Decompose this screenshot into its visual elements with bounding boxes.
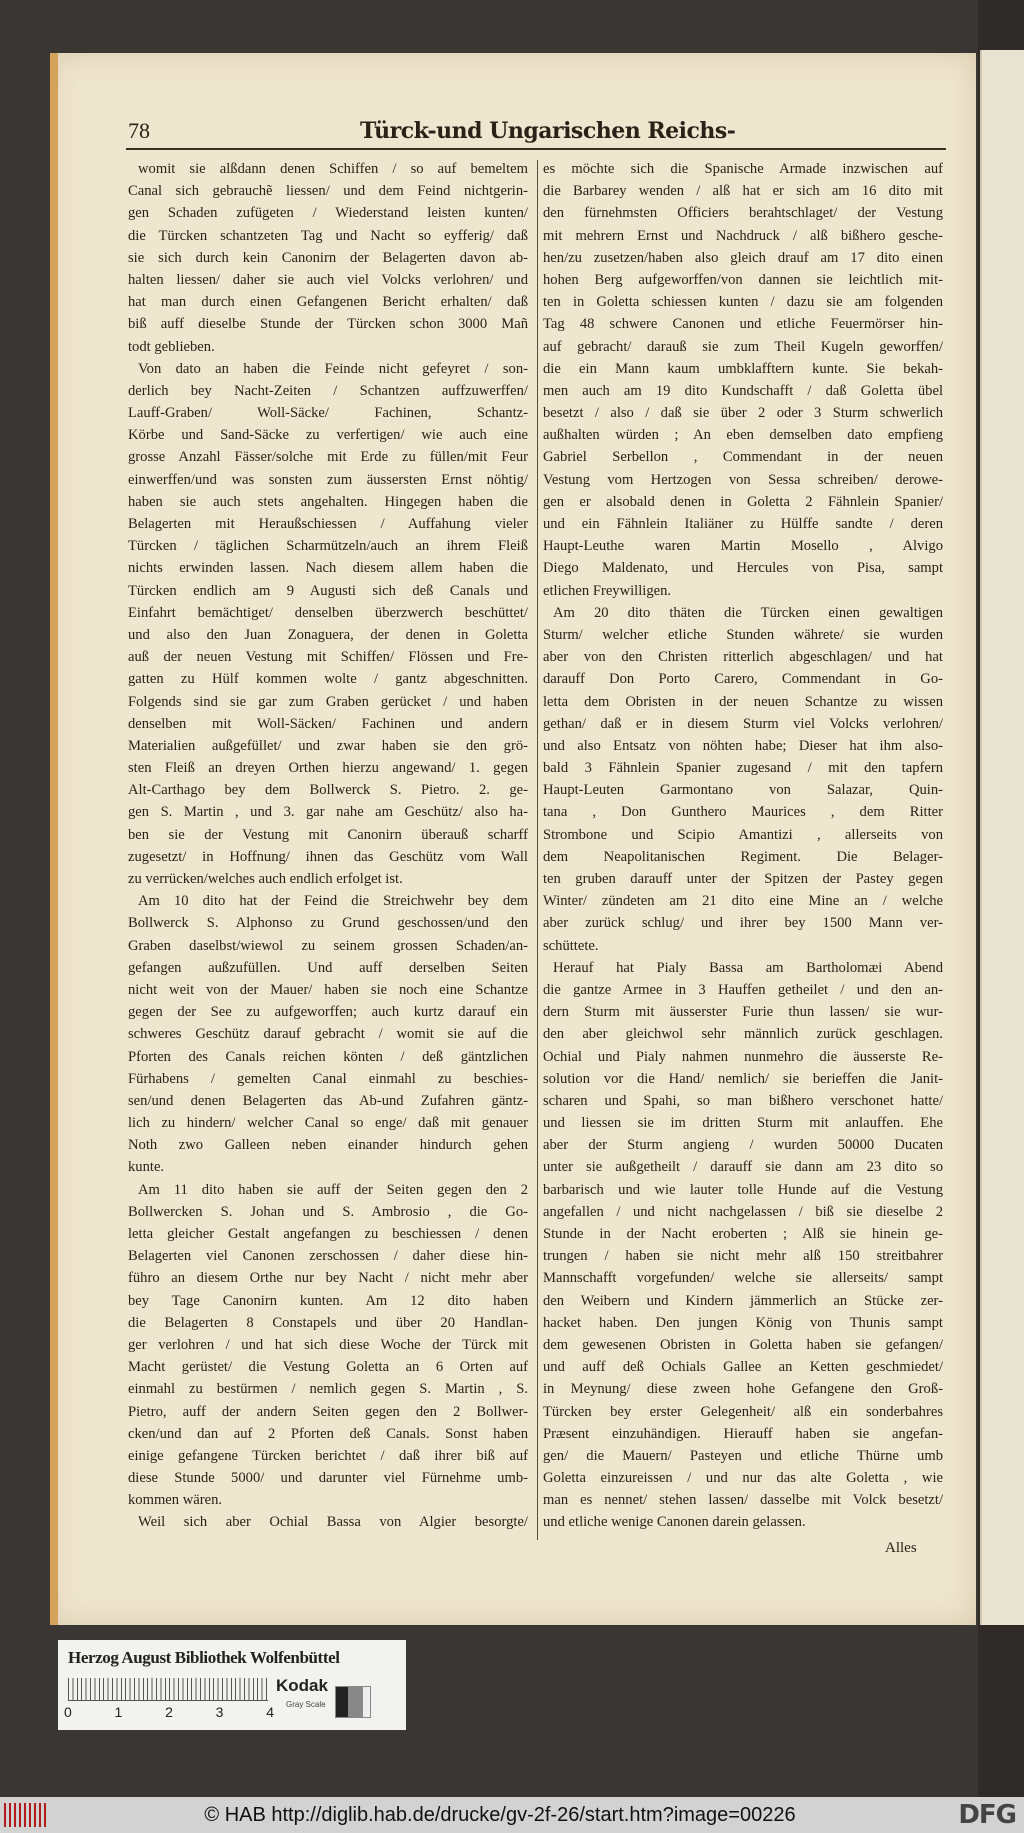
text-line: sen/und denen Belagerten das Ab-und Zufahren gäntz- — [128, 1092, 528, 1109]
ruler-tick: 0 — [64, 1704, 72, 1720]
text-line: nichts erwinden lassen. Nach diesem allem haben die — [128, 560, 528, 577]
text-line: haben sie auch stets angehalten. Hingegen haben die — [128, 493, 528, 510]
text-line: scharen und Spahi, so man bißhero verschonet hatte/ — [543, 1092, 943, 1109]
text-line: womit sie alßdann denen Schiffen / so auf bemeltem — [138, 161, 528, 177]
footer-credit[interactable]: © HAB http://diglib.hab.de/drucke/gv-2f-26/start.htm?image=00226 — [204, 1804, 796, 1826]
text-line: Belagerten viel Canonen zerschossen / daher diese hin- — [128, 1248, 528, 1265]
text-line: ten gruben darauff unter der Spitzen der Pastey gegen — [543, 871, 943, 887]
text-line: dem gewesenen Obristen in Goletta haben sie gefangen/ — [543, 1336, 943, 1353]
text-line: Materialien außgefüllet/ und zwar haben sie den grö- — [128, 737, 528, 754]
text-line: gen S. Martin , und 3. gar nahe am Geschütz/ also ha- — [128, 804, 528, 821]
ruler-tick: 1 — [114, 1704, 123, 1720]
text-line: diese Stunde 5000/ und darunter viel Fürnehme umb- — [128, 1470, 528, 1487]
library-name: Herzog August Bibliothek Wolfenbüttel — [68, 1648, 340, 1667]
ruler-numbers — [64, 1704, 274, 1720]
running-head: Türck-und Ungarischen Reichs- — [360, 118, 736, 144]
page-binding-edge — [50, 53, 58, 1625]
text-line: Vestung vom Hertzogen von Sessa schreiben/ derowe- — [543, 471, 943, 488]
text-line: angefallen / und nicht nachgelassen / biß sie dieselbe 2 — [543, 1203, 943, 1220]
text-line: Winter/ zündeten am 21 dito eine Mine an / welche — [543, 893, 943, 910]
text-line: Canal sich gebrauchẽ liessen/ und dem Feind nichtgerin- — [128, 183, 528, 200]
text-line: bald 3 Fähnlein Spanier zugesand / mit den tapfern — [543, 760, 943, 777]
text-line: denselben mit Woll-Säcken/ Fachinen und andern — [128, 715, 528, 732]
text-line: und also den Juan Zonaguera, der denen in Goletta — [128, 626, 528, 643]
text-line: Belagerten mit Heraußschiessen / Auffahung vieler — [128, 516, 528, 532]
text-line: gefangen außzufüllen. Und auff derselben Seiten — [128, 959, 528, 976]
text-line: den fürnehmsten Officiers berahtschlaget/ der Vestung — [543, 205, 943, 222]
text-line: besetzt / also / daß sie über 2 oder 3 Sturm schwerlich — [543, 405, 943, 422]
text-line: Strombone und Scipio Amantizi , allerseits von — [543, 826, 943, 843]
text-line: nicht weit von der Mauer/ haben sie noch eine Schantze — [128, 981, 528, 998]
text-line: Türcken endlich am 9 Augusti sich deß Canals und — [128, 582, 528, 599]
text-line: zu verrücken/welches auch endlich erfolget ist. — [128, 871, 403, 887]
text-line: schweres Geschütz darauf gebracht / womit sie auf die — [128, 1026, 528, 1043]
gray-scale-text: Gray Scale — [286, 1700, 326, 1709]
text-line: und etliche wenige Canonen darein gelassen. — [543, 1514, 806, 1531]
text-line: den Weibern und Kindern jämmerlich an Stücke zer- — [543, 1292, 943, 1309]
text-line: letta gleicher Gestalt angefangen zu beschiessen / denen — [128, 1226, 528, 1242]
text-line: Am 11 dito haben sie auff der Seiten gegen den 2 — [138, 1181, 528, 1198]
text-line: Pforten des Canals reichen könten / deß gäntzlichen — [128, 1048, 528, 1065]
text-line: die Barbarey wenden / alß hat er sich am 16 dito mit — [543, 183, 943, 200]
text-line: kommen wären. — [128, 1492, 223, 1509]
text-line: Lauff-Graben/ Woll-Säcke/ Fachinen, Schantz- — [128, 405, 528, 422]
page-number: 78 — [128, 118, 150, 143]
text-line: hacket haben. Den jungen König von Thunis sampt — [543, 1314, 943, 1331]
text-line: schüttete. — [543, 937, 599, 954]
text-line: in Meynung/ diese zween hohe Gefangene den Groß- — [543, 1381, 943, 1398]
text-line: trungen / haben sie nicht mehr alß 150 streitbahrer — [543, 1248, 943, 1265]
text-line: aber zurück schlug/ und ihrer bey 1500 Mann ver- — [543, 915, 943, 932]
text-line: und ein Fähnlein Italiäner zu Hülffe sandte / deren — [543, 516, 943, 532]
text-line: einige gefangene Türcken berichtet / daß ihrer biß auf — [128, 1447, 528, 1464]
text-line: Einfahrt bemächtiget/ denselben überzwerch beschüttet/ — [128, 604, 528, 621]
text-line: außhalten würden ; An eben demselben dato empfieng — [543, 427, 943, 444]
text-line: die ein Mann kaum umbklafftern kunte. Sie bekah- — [543, 360, 943, 377]
text-line: dem Neapolitanischen Regiment. Die Belager- — [543, 848, 943, 865]
text-line: Diego Maldenato, und Hercules von Pisa, sampt — [543, 560, 943, 577]
text-line: dern Sturm mit äusserster Furie thun lassen/ sie wur- — [543, 1004, 943, 1021]
text-line: hat man durch einen Gefangenen Bericht erhalten/ daß — [128, 294, 528, 311]
text-line: tana , Don Gunthero Maurices , dem Ritter — [543, 804, 943, 821]
text-line: derlich bey Nacht-Zeiten / Schantzen auffzuwerffen/ — [128, 382, 528, 399]
dfg-logo: DFG — [958, 1800, 1016, 1830]
text-line: gegen der See zu aufgeworffen; auch kurtz darauf ein — [128, 1004, 528, 1021]
text-line: solution vor die Hand/ nemlich/ sie berieffen die Janit- — [543, 1070, 943, 1087]
text-line: Herauf hat Pialy Bassa am Bartholomæi Abend — [553, 959, 943, 976]
text-line: barbarisch und wie lauter tolle Hunde auf die Vestung — [543, 1181, 943, 1198]
text-line: es möchte sich die Spanische Armade inzwischen auf — [543, 161, 943, 177]
gray-scale-patch — [335, 1686, 371, 1718]
text-line: men auch am 19 dito Kundschafft / daß Goletta übel — [543, 382, 943, 399]
text-line: todt geblieben. — [128, 338, 215, 355]
text-line: Stunde in der Nacht eroberten ; Alß sie hinein ge- — [543, 1226, 943, 1242]
text-line: Mannschafft vorgefunden/ welche sie allerseits/ sampt — [543, 1270, 943, 1287]
text-line: Fürhabens / gemelten Canal einmahl zu beschies- — [128, 1070, 528, 1087]
text-line: Weil sich aber Ochial Bassa von Algier besorgte/ — [138, 1514, 528, 1531]
text-line: hen/zu zusetzen/haben also gleich drauf am 17 dito einen — [543, 249, 943, 266]
text-line: man es nennet/ stehen lassen/ dasselbe mit Volck besetzt/ — [543, 1492, 943, 1509]
text-line: auf gebracht/ darauß sie zum Theil Kugeln geworffen/ — [543, 338, 943, 355]
text-line: Haupt-Leuten Garmontano von Salazar, Quin- — [543, 782, 943, 799]
text-line: Am 10 dito hat der Feind die Streichwehr bey dem — [138, 893, 528, 910]
text-line: lich zu hindern/ welcher Canal so enge/ daß mit genauer — [128, 1115, 528, 1132]
text-line: Türcken / täglichen Scharmützeln/auch an ihrem Fleiß — [128, 538, 528, 555]
text-line: letta dem Obristen in der neuen Schantze zu wissen — [543, 693, 943, 710]
header-rule — [126, 148, 946, 150]
library-scale-label — [58, 1640, 406, 1730]
text-line: einmahl zu bestürmen / nemlich gegen S. Martin , S. — [128, 1381, 528, 1398]
footer-bar — [0, 1797, 1024, 1833]
text-line: ben sie der Vestung mit Canonirn überauß scharff — [128, 826, 528, 843]
catchword: Alles — [885, 1540, 917, 1556]
text-line: Türcken bey erster Gelegenheit/ alß ein sonderbahres — [543, 1403, 943, 1420]
ruler-tick: 4 — [266, 1704, 274, 1720]
text-line: Tag 48 schwere Canonen und etliche Feuermörser hin- — [543, 316, 943, 333]
text-line: unter sie außgetheilt / darauff sie dann am 23 dito so — [543, 1159, 943, 1176]
text-line: Pietro, auff der andern Seiten gegen den 2 Bollwer- — [128, 1403, 528, 1420]
text-line: halten liessen/ daher sie auch viel Volcks verlohren/ und — [128, 271, 528, 288]
text-line: Macht gerüstet/ die Vestung Goletta an 6 Orten auf — [128, 1359, 528, 1376]
text-line: und liessen sie im dritten Sturm mit anlauffen. Ehe — [543, 1115, 943, 1132]
text-line: gen er alsobald denen in Goletta 2 Fähnlein Spanier/ — [543, 493, 943, 510]
text-line: cken/und dan auf 2 Pforten deß Canals. Sonst haben — [128, 1425, 528, 1442]
text-line: biß auff dieselbe Stunde der Türcken schon 3000 Mañ — [128, 316, 528, 333]
text-line: gatten zu Hülf kommen wolte / gantz abgeschnitten. — [128, 671, 528, 688]
column-divider — [537, 160, 538, 1540]
ruler-tick: 2 — [165, 1704, 173, 1720]
text-line: kunte. — [128, 1159, 165, 1176]
text-line: darauff Don Porto Carero, Commendant in Go- — [543, 671, 943, 688]
text-line: gen/ die Mauern/ Pasteyen und etliche Thürne umb — [543, 1447, 943, 1464]
text-line: etlichen Freywilligen. — [543, 582, 672, 599]
text-line: grosse Anzahl Fässer/solche mit Erde zu füllen/mit Feur — [128, 449, 528, 466]
next-page-edge — [980, 50, 1024, 1625]
text-line: aber der Sturm angieng / wurden 50000 Ducaten — [543, 1137, 943, 1154]
text-line: die Belagerten 8 Constapels und über 20 Handlan- — [128, 1314, 528, 1331]
text-line: Noth zwo Galleen neben einander hindurch gehen — [128, 1137, 528, 1154]
text-line: und auff deß Ochials Gallee an Ketten geschmiedet/ — [543, 1359, 943, 1376]
hab-logo-icon — [4, 1803, 46, 1827]
text-line: die Türcken schantzeten Tag und Nacht so eyfferig/ daß — [128, 227, 528, 244]
text-line: führo an diesem Orthe nur bey Nacht / nicht mehr aber — [128, 1270, 528, 1287]
text-line: auß der neuen Vestung mit Schiffen/ Flössen und Fre- — [128, 649, 528, 666]
text-line: Sturm/ welcher etliche Stunden währete/ sie wurden — [543, 626, 943, 643]
text-line: Folgends sind sie gar zum Graben gerücket / und haben — [128, 693, 528, 710]
text-line: Præsent einzuhändigen. Hierauff haben sie angefan- — [543, 1425, 943, 1442]
text-line: Am 20 dito thäten die Türcken einen gewaltigen — [553, 604, 943, 621]
text-line: Graben daselbst/wiewol zu seinem grossen Schaden/an- — [128, 937, 528, 954]
text-line: ten in Goletta schiessen kunten / dazu sie am folgenden — [543, 294, 943, 311]
text-line: mit mehrern Ernst und Nachdruck / alß bißhero gesche- — [543, 227, 943, 244]
ruler-tick: 3 — [215, 1704, 224, 1720]
text-line: zugesetzt/ in Hoffnung/ ihnen das Geschütz vom Wall — [128, 848, 528, 865]
text-line: aber von den Christen ritterlich abgeschlagen/ und hat — [543, 649, 943, 666]
text-line: Alt-Carthago bey dem Bollwerck S. Pietro. 2. ge- — [128, 782, 528, 799]
text-line: bey Tage Canonirn kunten. Am 12 dito haben — [128, 1292, 528, 1309]
text-line: den aber gleichwol sehr männlich zurück geschlagen. — [543, 1026, 943, 1043]
text-line: Ochial und Pialy nahmen nunmehro die äusserste Re- — [543, 1048, 943, 1065]
text-line: die gantze Armee in 3 Hauffen getheilet / und den an- — [543, 981, 943, 998]
text-line: sie sich durch kein Canonirn der Belagerten davon ab- — [128, 249, 528, 266]
text-line: hohen Berg aufgeworffen/von dannen sie leichtlich mit- — [543, 271, 943, 288]
text-line: ger verlohren / und hat sich diese Woche der Türck mit — [128, 1336, 528, 1353]
text-line: Gabriel Serbellon , Commendant in der neuen — [543, 449, 943, 466]
text-line: Bollwercken S. Johan und S. Ambrosio , die Go- — [128, 1203, 528, 1220]
text-line: einwerffen/und was sonsten zum äussersten Ernst nöhtig/ — [128, 471, 528, 488]
text-line: und also Entsatz von nöhten habe; Dieser hat ihm also- — [543, 737, 943, 754]
text-line: sten Fleiß an dreyen Orthen hierzu angewand/ 1. gegen — [128, 760, 528, 777]
text-line: Bollwerck S. Alphonso zu Grund geschossen/und den — [128, 915, 528, 932]
text-line: Goletta einzureissen / und nur das alte Goletta , wie — [543, 1470, 943, 1487]
right-column — [543, 158, 943, 1534]
text-line: Körbe und Sand-Säcke zu verfertigen/ wie auch eine — [128, 427, 528, 444]
text-line: Haupt-Leuthe waren Martin Mosello , Alvigo — [543, 538, 943, 555]
left-column — [128, 158, 528, 1534]
text-line: Von dato an haben die Feinde nicht gefeyret / son- — [138, 360, 528, 377]
text-line: gethan/ daß er in diesem Sturm viel Volcks verlohren/ — [543, 715, 943, 732]
ruler-scale — [68, 1678, 268, 1701]
text-line: gen Schaden zufügeten / Wiederstand leisten kunten/ — [128, 205, 528, 222]
kodak-brand: Kodak — [276, 1676, 328, 1695]
